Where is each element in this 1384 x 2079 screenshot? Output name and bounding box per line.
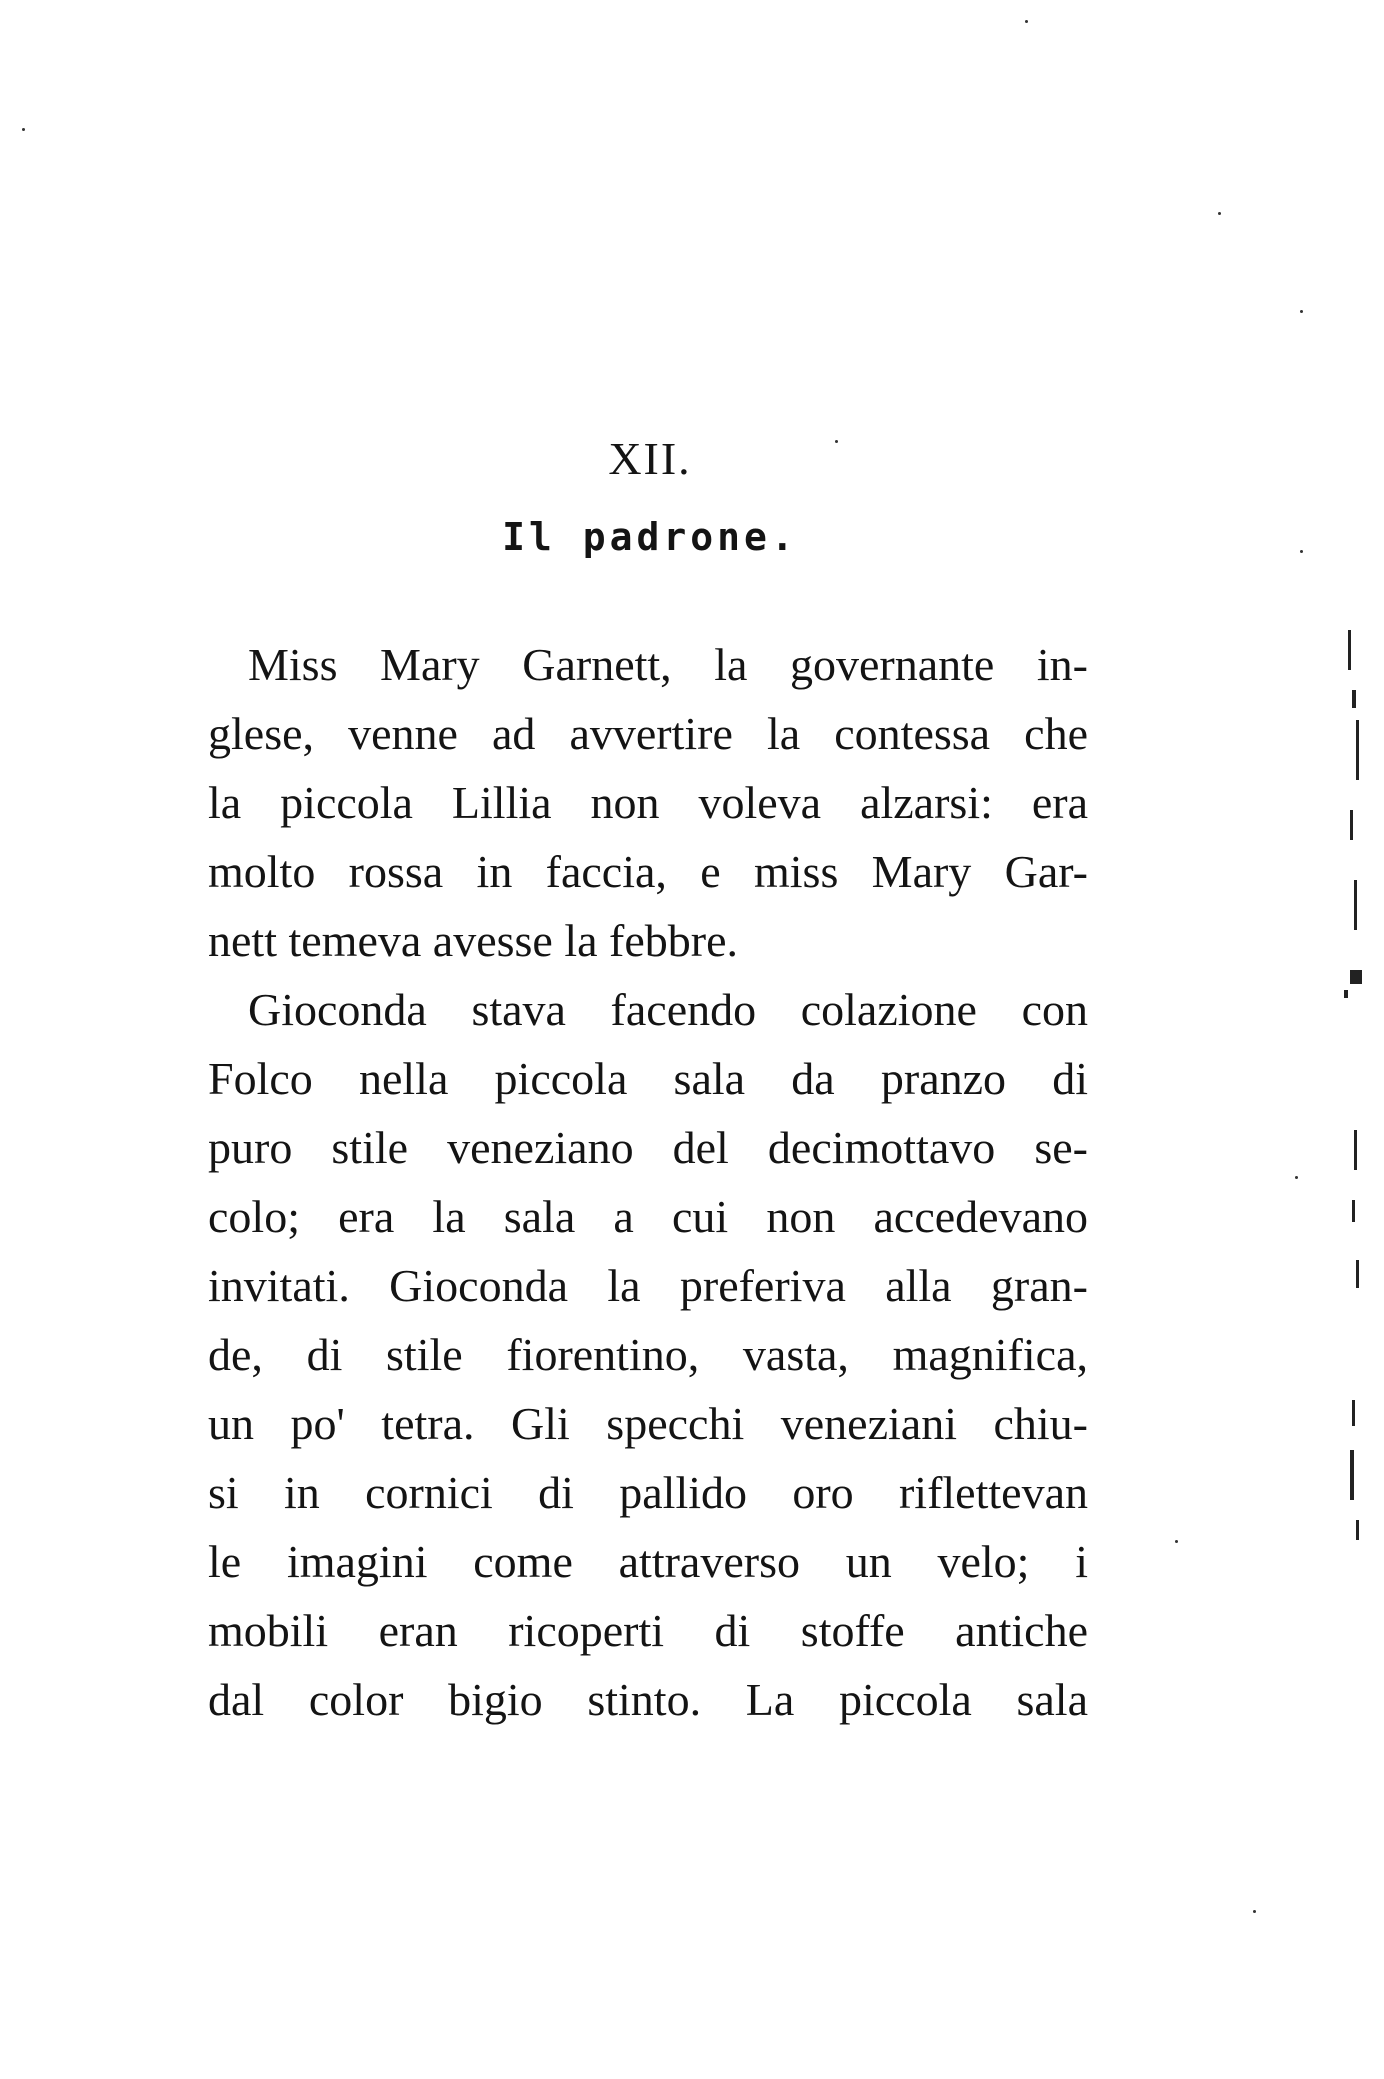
text-line: Miss Mary Garnett, la governante in- <box>248 639 1088 690</box>
text-line: puro stile veneziano del decimottavo se- <box>208 1122 1088 1173</box>
text-line: glese, venne ad avvertire la contessa che <box>208 708 1088 759</box>
text-line: colo; era la sala a cui non accedevano <box>208 1191 1088 1242</box>
scan-speck <box>22 128 25 131</box>
body-text <box>208 630 1088 1734</box>
scan-speck <box>1300 550 1303 553</box>
text-line: invitati. Gioconda la preferiva alla gran- <box>208 1260 1088 1311</box>
paragraph <box>208 630 1088 975</box>
text-line: un po' tetra. Gli specchi veneziani chiu- <box>208 1398 1088 1449</box>
scan-speck <box>1295 1176 1298 1179</box>
scan-edge-artifacts <box>1330 620 1370 1580</box>
scan-speck <box>1253 1910 1256 1913</box>
scan-speck <box>1218 212 1221 215</box>
text-line: le imagini come attraverso un velo; i <box>208 1536 1088 1587</box>
scan-speck <box>835 440 838 443</box>
chapter-title: Il padrone. <box>502 515 798 559</box>
scan-speck <box>1025 20 1028 23</box>
text-line: Gioconda stava facendo colazione con <box>248 984 1088 1035</box>
text-line: dal color bigio stinto. La piccola sala <box>208 1674 1088 1725</box>
scan-speck <box>1175 1540 1178 1543</box>
paragraph <box>208 975 1088 1734</box>
scan-speck <box>1300 310 1303 313</box>
text-line: si in cornici di pallido oro riflettevan <box>208 1467 1088 1518</box>
chapter-number: XII. <box>608 433 692 484</box>
text-line: molto rossa in faccia, e miss Mary Gar- <box>208 846 1088 897</box>
text-line: de, di stile fiorentino, vasta, magnifica, <box>208 1329 1088 1380</box>
text-line: Folco nella piccola sala da pranzo di <box>208 1053 1088 1104</box>
text-line: mobili eran ricoperti di stoffe antiche <box>208 1605 1088 1656</box>
text-line: la piccola Lillia non voleva alzarsi: era <box>208 777 1088 828</box>
text-line: nett temeva avesse la febbre. <box>208 915 739 966</box>
